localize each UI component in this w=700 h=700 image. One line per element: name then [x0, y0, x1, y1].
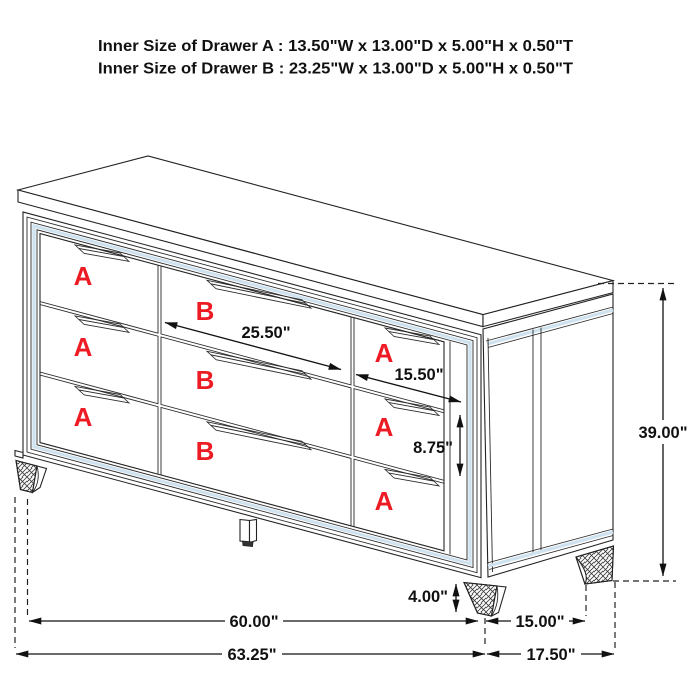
dim-foot-height-label: 4.00": [408, 588, 448, 606]
dim-side-feet-spacing-label: 15.00": [515, 613, 565, 631]
dim-overall-height-label: 39.00": [638, 424, 688, 442]
drawer-label-a6: A: [374, 486, 394, 516]
drawer-label-b1: B: [195, 296, 215, 326]
drawer-label-a2: A: [73, 332, 93, 362]
side-panel: [483, 294, 613, 577]
dim-overall-depth-label: 17.50": [526, 646, 576, 664]
dim-overall-width-label: 63.25": [227, 646, 277, 664]
dim-drawer-b-width-label: 25.50": [241, 324, 291, 342]
drawer-label-b3: B: [195, 436, 215, 466]
dim-drawer-height-label: 8.75": [413, 439, 453, 457]
drawer-label-a5: A: [374, 412, 394, 442]
dim-front-width-label: 60.00": [229, 613, 279, 631]
header-line-1: Inner Size of Drawer A : 13.50"W x 13.00"D x 5.00"H x 0.50"T: [98, 38, 574, 55]
drawer-label-a1: A: [73, 261, 93, 291]
drawer-label-a4: A: [374, 338, 394, 368]
drawer-label-a3: A: [73, 402, 93, 432]
dim-drawer-a-width-label: 15.50": [394, 366, 444, 384]
header-line-2: Inner Size of Drawer B : 23.25"W x 13.00"D x 5.00"H x 0.50"T: [98, 60, 574, 78]
drawer-label-b2: B: [195, 365, 215, 395]
